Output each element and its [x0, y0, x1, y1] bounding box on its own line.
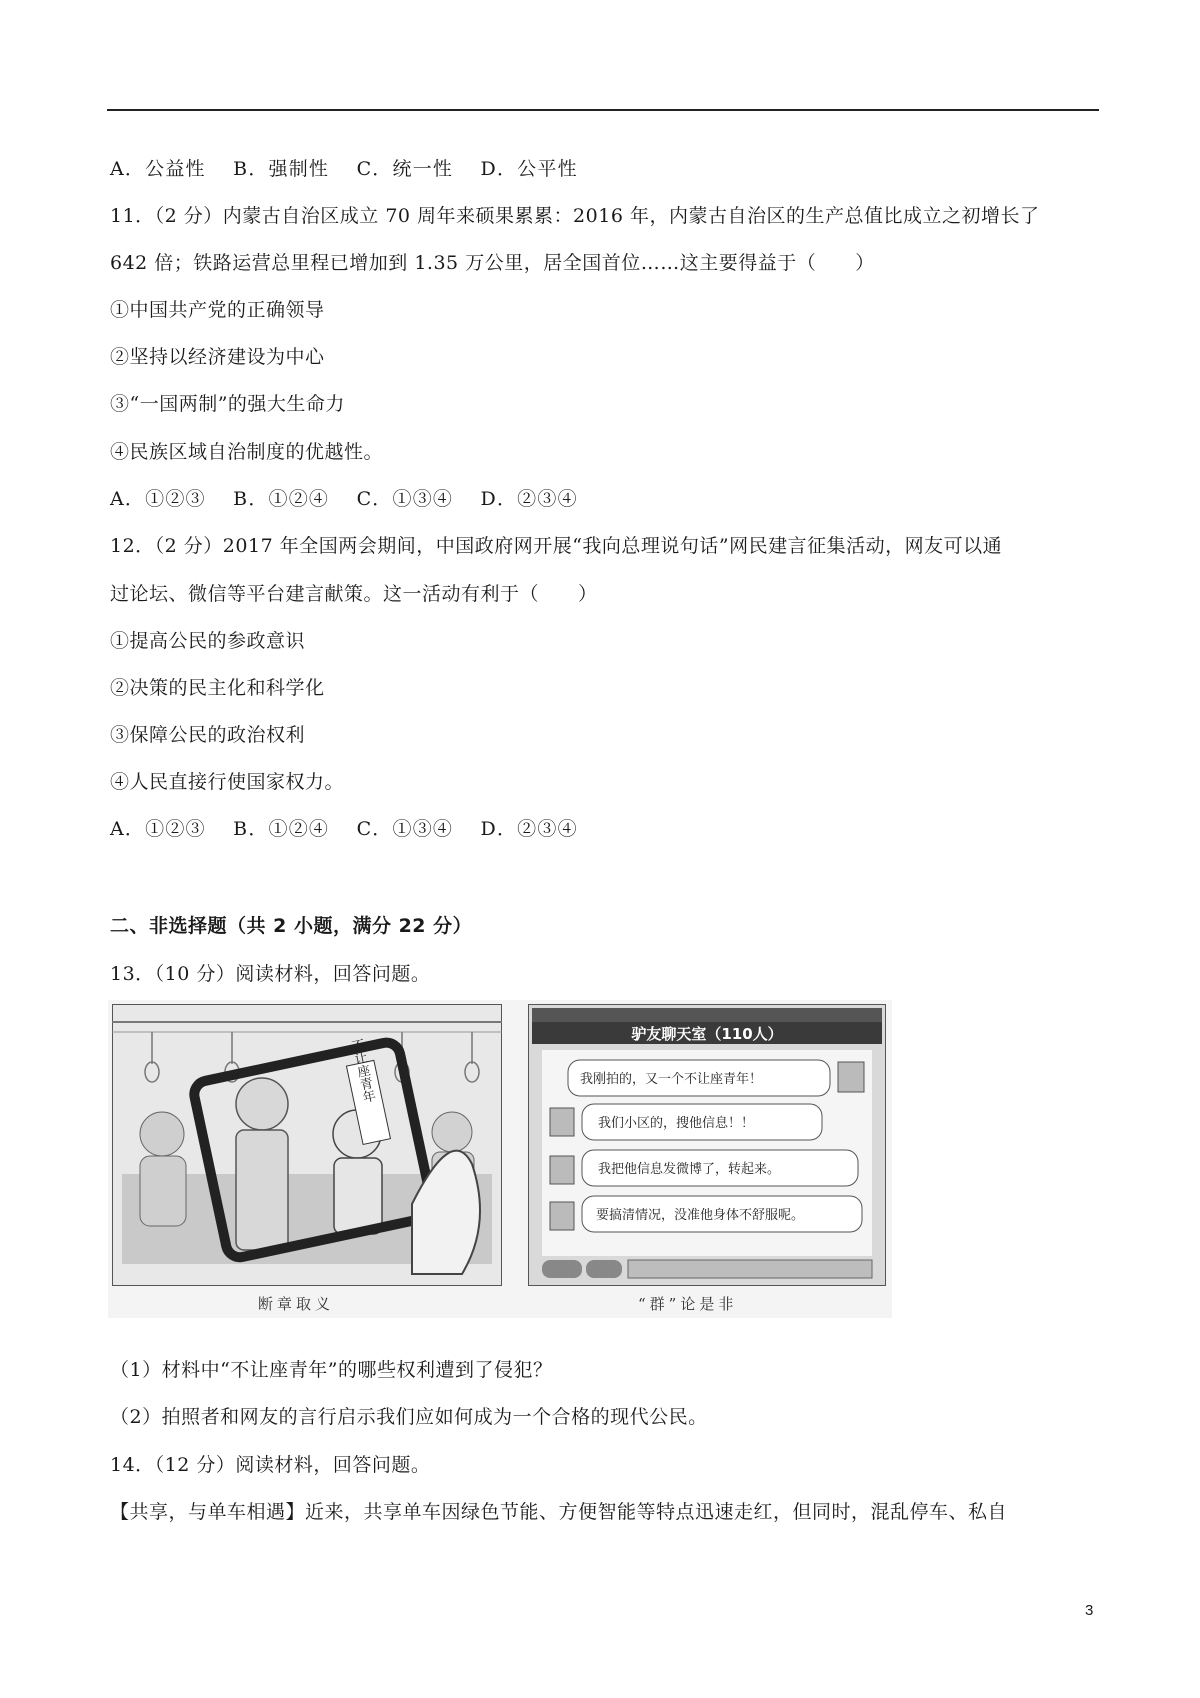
q11-options: A．①②③ B．①②④ C．①③④ D．②③④ — [110, 488, 578, 510]
section2-heading: 二、非选择题（共 2 小题，满分 22 分） — [110, 915, 473, 937]
q12-item-3: ③保障公民的政治权利 — [110, 724, 306, 746]
header-rule — [107, 109, 1099, 111]
chat-room-title: 驴友聊天室（110人） — [631, 1025, 783, 1043]
chat-message-3: 我把他信息发微博了，转起来。 — [598, 1162, 781, 1177]
q13-stem: 13．（10 分）阅读材料，回答问题。 — [110, 963, 431, 985]
q13-sub2: （2）拍照者和网友的言行启示我们应如何成为一个合格的现代公民。 — [110, 1406, 708, 1428]
page-number: 3 — [1085, 1602, 1094, 1619]
q12-item-1: ①提高公民的参政意识 — [110, 630, 306, 652]
chat-message-2: 我们小区的，搜他信息！！ — [598, 1116, 755, 1131]
q11-stem-line1: 11．（2 分）内蒙古自治区成立 70 周年来硕果累累：2016 年，内蒙古自治区的生产总值比成立之初增长了 — [110, 205, 1040, 227]
bus-cartoon-panel — [112, 1004, 502, 1286]
left-figure-caption: 断章取义 — [258, 1295, 335, 1313]
q12-stem-line1: 12．（2 分）2017 年全国两会期间，中国政府网开展“我向总理说句话”网民建言征集活动，网友可以通 — [110, 535, 1003, 557]
q11-item-2: ②坚持以经济建设为中心 — [110, 346, 325, 368]
q12-stem-line2: 过论坛、微信等平台建言献策。这一活动有利于（ ） — [110, 583, 598, 605]
right-figure-caption: “群”论是非 — [638, 1295, 738, 1313]
chat-message-1: 我刚拍的，又一个不让座青年！ — [580, 1072, 763, 1087]
q14-paragraph: 【共享，与单车相遇】近来，共享单车因绿色节能、方便智能等特点迅速走红，但同时，混乱停车、私自 — [110, 1501, 1008, 1523]
q12-options: A．①②③ B．①②④ C．①③④ D．②③④ — [110, 818, 578, 840]
q11-item-4: ④民族区域自治制度的优越性。 — [110, 441, 384, 463]
q12-item-2: ②决策的民主化和科学化 — [110, 677, 325, 699]
q12-item-4: ④人民直接行使国家权力。 — [110, 771, 345, 793]
chat-room-panel — [528, 1004, 886, 1286]
q14-stem: 14．（12 分）阅读材料，回答问题。 — [110, 1454, 431, 1476]
q10-options: A．公益性 B．强制性 C．统一性 D．公平性 — [110, 158, 578, 180]
q11-item-1: ①中国共产党的正确领导 — [110, 299, 325, 321]
not-yielding-sign: 不让座青年 — [347, 1037, 376, 1105]
q13-sub1: （1）材料中“不让座青年”的哪些权利遭到了侵犯？ — [110, 1359, 553, 1381]
q13-figure — [108, 1000, 892, 1318]
chat-message-4: 要搞清情况，没准他身体不舒服呢。 — [596, 1208, 805, 1223]
q11-item-3: ③“一国两制”的强大生命力 — [110, 393, 345, 415]
q11-stem-line2: 642 倍；铁路运营总里程已增加到 1.35 万公里，居全国首位……这主要得益于（ ） — [110, 252, 875, 274]
